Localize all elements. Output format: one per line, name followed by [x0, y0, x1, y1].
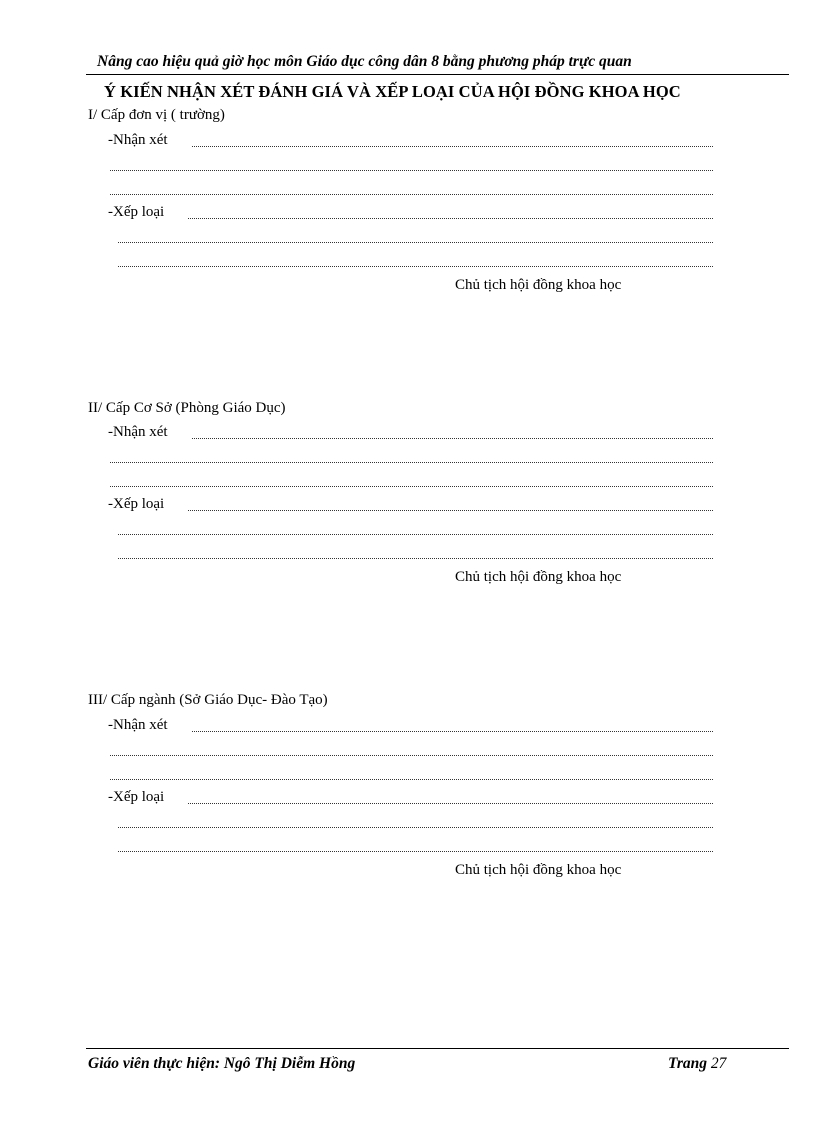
- comment-label: -Nhận xét: [108, 717, 168, 733]
- footer-author: Giáo viên thực hiện: Ngô Thị Diễm Hồng: [88, 1055, 356, 1072]
- running-header-title: Nâng cao hiệu quả giờ học môn Giáo dục công dân 8 bằng phương pháp trực quan: [97, 53, 632, 70]
- page-number: 27: [710, 1055, 727, 1072]
- section-heading: II/ Cấp Cơ Sở (Phòng Giáo Dục): [88, 400, 286, 416]
- signature-label: Chủ tịch hội đồng khoa học: [455, 862, 622, 878]
- rating-dotted-line: [188, 510, 713, 511]
- rating-dotted-line: [118, 534, 713, 535]
- signature-label: Chủ tịch hội đồng khoa học: [455, 277, 622, 293]
- comment-dotted-line: [110, 755, 713, 756]
- rating-dotted-line: [118, 266, 713, 267]
- main-heading: Ý KIẾN NHẬN XÉT ĐÁNH GIÁ VÀ XẾP LOẠI CỦA HỘI ĐỒNG KHOA HỌC: [104, 82, 681, 101]
- rating-label: -Xếp loại: [108, 789, 165, 805]
- comment-dotted-line: [192, 438, 713, 439]
- rating-dotted-line: [118, 851, 713, 852]
- rating-label: -Xếp loại: [108, 204, 165, 220]
- rating-dotted-line: [188, 803, 713, 804]
- rating-dotted-line: [118, 242, 713, 243]
- rating-label: -Xếp loại: [108, 496, 165, 512]
- section-heading: III/ Cấp ngành (Sở Giáo Dục- Đào Tạo): [88, 692, 328, 708]
- comment-dotted-line: [110, 170, 713, 171]
- rating-dotted-line: [188, 218, 713, 219]
- comment-label: -Nhận xét: [108, 424, 168, 440]
- rating-dotted-line: [118, 827, 713, 828]
- comment-dotted-line: [110, 462, 713, 463]
- comment-label: -Nhận xét: [108, 132, 168, 148]
- section-heading: I/ Cấp đơn vị ( trường): [88, 107, 225, 123]
- comment-dotted-line: [110, 779, 713, 780]
- comment-dotted-line: [192, 731, 713, 732]
- footer-page: [668, 1055, 726, 1073]
- comment-dotted-line: [110, 194, 713, 195]
- page-label: Trang: [668, 1055, 708, 1072]
- rating-dotted-line: [118, 558, 713, 559]
- signature-label: Chủ tịch hội đồng khoa học: [455, 569, 622, 585]
- footer-divider: [86, 1048, 789, 1049]
- comment-dotted-line: [192, 146, 713, 147]
- header-divider: [86, 74, 789, 75]
- comment-dotted-line: [110, 486, 713, 487]
